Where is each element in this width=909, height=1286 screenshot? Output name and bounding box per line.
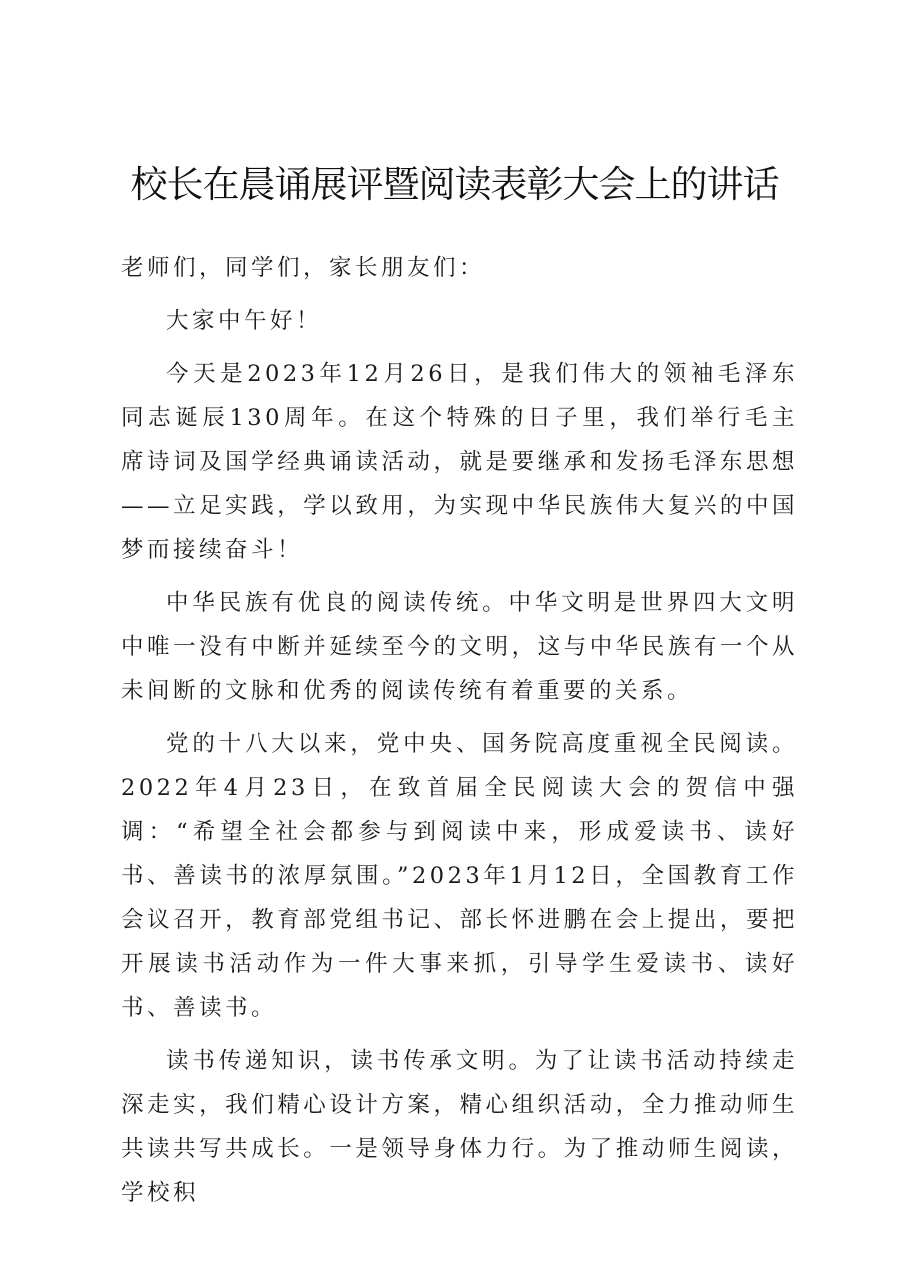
paragraph-national-reading: 党的十八大以来，党中央、国务院高度重视全民阅读。2022年4月23日，在致首届全民阅读大会的贺信中强调：“希望全社会都参与到阅读中来，形成爱读书、读好书、善读书的浓厚氛围。”2023年1月12日，全国教育工作会议召开，教育部党组书记、部长怀进鹏在会上提出，要把开展读书活动作为一件大事来抓，引导学生爱读书、读好书、善读书。 xyxy=(121,731,798,1021)
document-title: 校长在晨诵展评暨阅读表彰大会上的讲话 xyxy=(130,163,779,206)
document-body xyxy=(121,246,798,1224)
paragraph-anniversary: 今天是2023年12月26日，是我们伟大的领袖毛泽东同志诞辰130周年。在这个特殊的日子里，我们举行毛主席诗词及国学经典诵读活动，就是要继承和发扬毛泽东思想——立足实践，学以致用，为实现中华民族伟大复兴的中国梦而接续奋斗！ xyxy=(121,361,798,563)
salutation: 老师们，同学们，家长朋友们： xyxy=(121,255,486,281)
paragraph-greeting: 大家中午好！ xyxy=(166,308,323,334)
paragraph-reading-tradition: 中华民族有优良的阅读传统。中华文明是世界四大文明中唯一没有中断并延续至今的文明，这与中华民族有一个从未间断的文脉和优秀的阅读传统有着重要的关系。 xyxy=(121,590,798,704)
paragraph-school-activities: 读书传递知识，读书传承文明。为了让读书活动持续走深走实，我们精心设计方案，精心组织活动，全力推动师生共读共写共成长。一是领导身体力行。为了推动师生阅读，学校积 xyxy=(121,1048,798,1206)
